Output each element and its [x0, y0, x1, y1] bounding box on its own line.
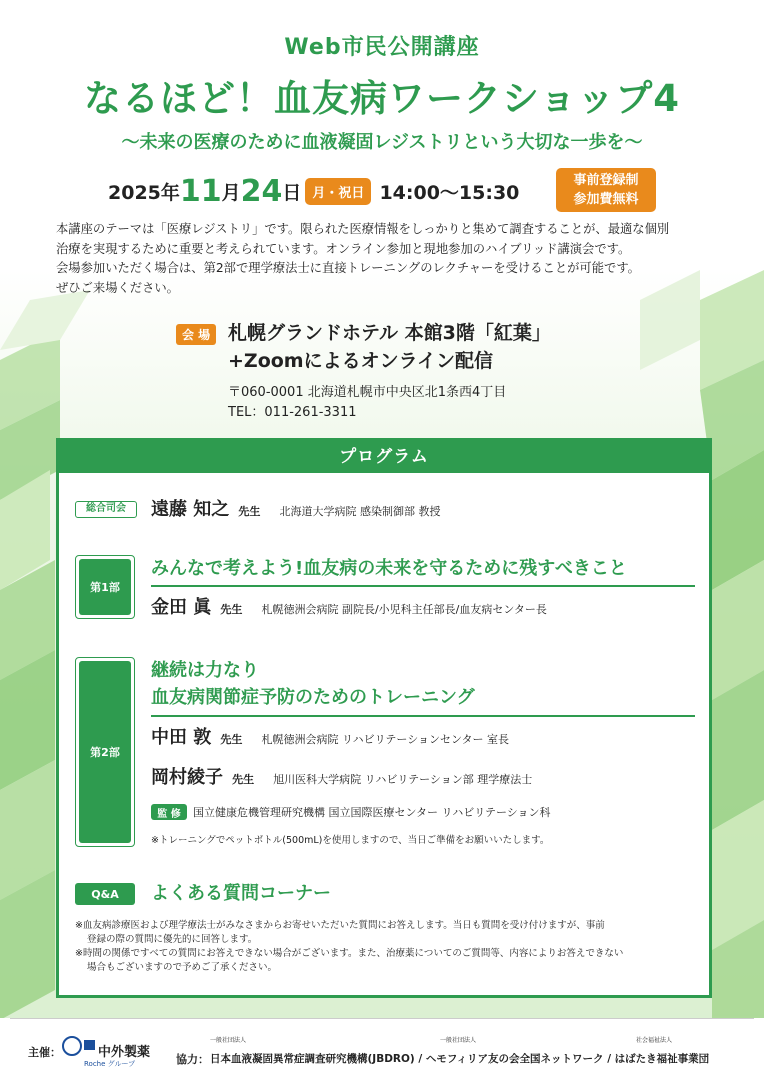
part1-speaker-affiliation: 札幌徳洲会病院 副院長/小児科主任部長/血友病センター長 — [261, 603, 547, 616]
part2-speaker2-honorific: 先生 — [232, 773, 255, 786]
program-heading: プログラム — [59, 441, 709, 473]
intro-text — [56, 220, 726, 298]
part1-speaker-honorific: 先生 — [220, 603, 243, 616]
part2-speaker1-honorific: 先生 — [220, 733, 243, 746]
part2-title-line2: 血友病関節症予防のためのトレーニング — [151, 687, 475, 708]
supervision-badge: 監 修 — [151, 804, 187, 820]
coop-prefix-2: 一般社団法人 — [440, 1037, 477, 1044]
intro-line: 本講座のテーマは「医療レジストリ」です。限られた医療情報をしっかりと集めて調査することが、最適な個別 — [56, 222, 670, 236]
part2-speaker1 — [151, 723, 509, 749]
coop-prefix-1: 一般社団法人 — [210, 1037, 247, 1044]
event-title: なるほど！血友病ワークショップ4 — [83, 77, 680, 120]
date-month: 11 — [179, 173, 222, 209]
moderator-affiliation: 北海道大学病院 感染制御部 教授 — [279, 505, 441, 518]
intro-line: ぜひご来場ください。 — [56, 280, 179, 295]
event-tagline: 〜未来の医療のために血液凝固レジストリという大切な一歩を〜 — [121, 132, 643, 153]
moderator — [151, 495, 440, 521]
sponsor-group: Roche グループ — [84, 1060, 136, 1068]
sponsor-name: 中外製薬 — [98, 1045, 151, 1060]
moderator-honorific: 先生 — [238, 505, 261, 518]
program-box — [56, 438, 712, 998]
qa-note-line: ※時間の関係ですべての質問にお答えできない場合がございます。また、治療薬についてのご質問等、内容によりお答えできない — [75, 948, 624, 959]
coop-label: 協力： — [176, 1053, 209, 1066]
venue-online: +Zoomによるオンライン配信 — [228, 350, 494, 372]
qa-notes — [75, 919, 695, 975]
intro-line: 治療を実現するために重要と考えられています。オンライン参加と現地参加のハイブリッド講演会です。 — [56, 241, 631, 256]
event-time: 14:00〜15:30 — [379, 181, 520, 204]
venue-badge: 会 場 — [176, 324, 216, 345]
footer — [0, 1018, 764, 1080]
event-date — [108, 170, 519, 212]
coop-prefix-3: 社会福祉法人 — [636, 1037, 673, 1044]
part2-speaker1-affiliation: 札幌徳洲会病院 リハビリテーションセンター 室長 — [261, 733, 510, 746]
date-year: 2025年 — [108, 181, 180, 204]
venue-tel: TEL：011-261-3311 — [228, 405, 357, 420]
part2-title-line1: 継続は力なり — [151, 660, 259, 681]
sponsor-label: 主催： — [28, 1046, 61, 1059]
supervision-text: 国立健康危機管理研究機構 国立国際医療センター リハビリテーション科 — [193, 806, 551, 819]
part1-speaker — [151, 593, 547, 619]
part2-speaker1-name: 中田 敦 — [151, 727, 212, 748]
registration-badge — [556, 168, 656, 212]
part1-rule — [151, 585, 695, 587]
event-subtitle: Web市民公開講座 — [284, 35, 480, 60]
intro-line: 会場参加いただく場合は、第2部で理学療法士に直接トレーニングのレクチャーを受けることが可能です。 — [56, 261, 640, 275]
moderator-badge: 総合司会 — [75, 501, 137, 518]
part2-speaker2-affiliation: 旭川医科大学病院 リハビリテーション部 理学療法士 — [273, 773, 533, 786]
qa-note-line: 場合もございますので予めご了承ください。 — [87, 962, 278, 973]
qa-note-line: 登録の際の質問に優先的に回答します。 — [87, 934, 258, 945]
part1-tag: 第1部 — [79, 559, 131, 615]
part2-rule — [151, 715, 695, 717]
venue-address: 〒060-0001 北海道札幌市中央区北1条西4丁目 — [228, 385, 507, 400]
training-note: ※トレーニングでペットボトル(500mL)を使用しますので、当日ご準備をお願いいたします。 — [151, 835, 550, 846]
weekday-badge: 月・祝日 — [305, 178, 371, 205]
part1-title: みんなで考えよう!血友病の未来を守るために残すべきこと — [151, 558, 627, 579]
date-day-unit: 日 — [282, 181, 302, 204]
date-day: 24 — [240, 173, 283, 209]
part1-speaker-name: 金田 眞 — [151, 597, 212, 618]
moderator-name: 遠藤 知之 — [151, 499, 230, 520]
date-month-unit: 月 — [221, 181, 241, 204]
part2-speaker2-name: 岡村綾子 — [151, 767, 223, 788]
chugai-logo-icon — [62, 1036, 82, 1056]
qa-note-line: ※血友病診療医および理学療法士がみなさまからお寄せいただいた質問にお答えします。当日も質問を受け付けますが、事前 — [75, 920, 605, 931]
qa-tag: Q&A — [75, 883, 135, 905]
roche-logo-icon — [84, 1040, 95, 1050]
qa-title: よくある質問コーナー — [151, 883, 331, 904]
registration-line2: 参加費無料 — [573, 192, 639, 207]
registration-line1: 事前登録制 — [573, 173, 639, 188]
venue-name: 札幌グランドホテル 本館3階「紅葉」 — [228, 322, 551, 344]
part2-tag: 第2部 — [79, 661, 131, 843]
part2-speaker2 — [151, 763, 532, 789]
footer-divider — [10, 1018, 754, 1019]
coop-organizations: 日本血液凝固異常症調査研究機構(JBDRO) / ヘモフィリア友の会全国ネットワーク / はばたき福祉事業団 — [210, 1053, 710, 1065]
